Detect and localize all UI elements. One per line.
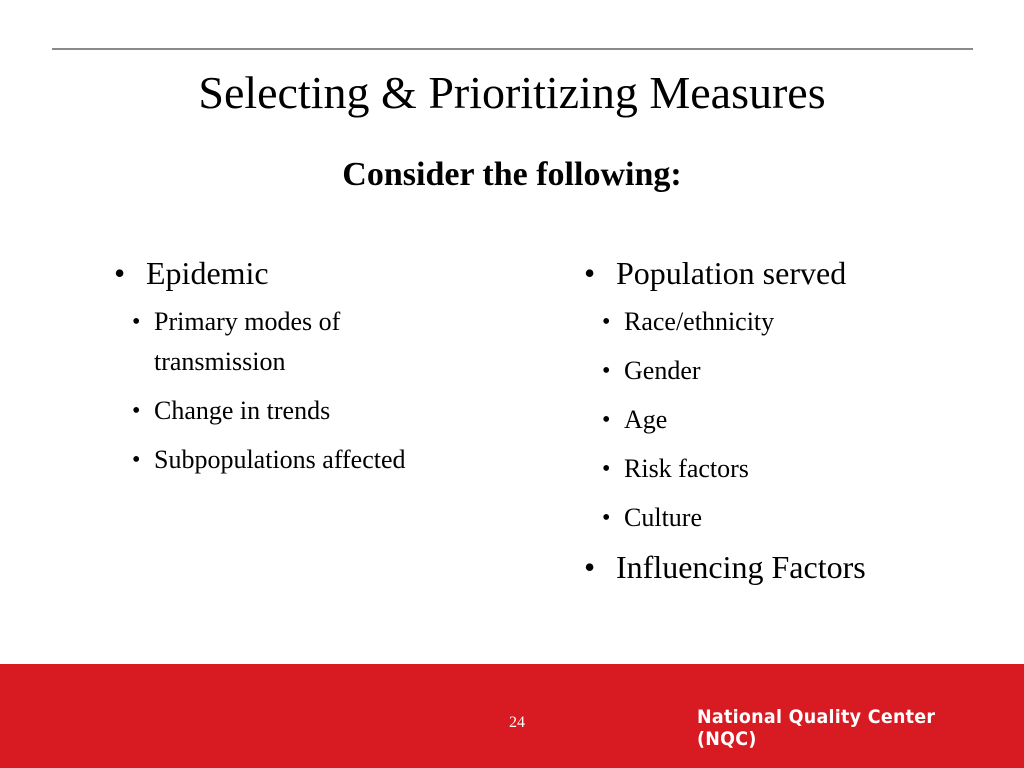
sub-bullet-label: Primary modes of transmission bbox=[154, 307, 341, 376]
sub-bullet-label: Change in trends bbox=[154, 396, 331, 425]
sub-bullet bbox=[110, 440, 470, 480]
left-column bbox=[110, 254, 470, 490]
sub-bullet bbox=[110, 302, 470, 382]
sub-bullet-label: Age bbox=[624, 405, 668, 434]
sub-bullet bbox=[580, 400, 980, 440]
sub-bullet bbox=[580, 498, 980, 538]
bullet-influencing-factors bbox=[580, 548, 980, 586]
sub-bullet bbox=[110, 391, 470, 431]
slide-title: Selecting & Prioritizing Measures bbox=[198, 67, 826, 118]
bullet-label: Epidemic bbox=[146, 255, 269, 291]
bullet-population-served bbox=[580, 254, 980, 538]
sub-bullet-label: Risk factors bbox=[624, 454, 749, 483]
sub-bullet-label: Race/ethnicity bbox=[624, 307, 775, 336]
top-divider bbox=[52, 48, 973, 50]
brand-logo-text: National Quality Center (NQC) bbox=[697, 706, 936, 750]
sub-bullet-label: Gender bbox=[624, 356, 701, 385]
sub-bullet bbox=[580, 449, 980, 489]
right-column bbox=[580, 254, 980, 596]
page-number: 24 bbox=[509, 714, 525, 731]
bullet-epidemic bbox=[110, 254, 470, 480]
sub-bullet bbox=[580, 302, 980, 342]
sub-bullet-label: Culture bbox=[624, 503, 702, 532]
sub-bullet bbox=[580, 351, 980, 391]
bullet-label: Influencing Factors bbox=[616, 549, 866, 585]
bullet-label: Population served bbox=[616, 255, 847, 291]
sub-bullet-label: Subpopulations affected bbox=[154, 445, 406, 474]
slide-subtitle: Consider the following: bbox=[342, 156, 682, 193]
